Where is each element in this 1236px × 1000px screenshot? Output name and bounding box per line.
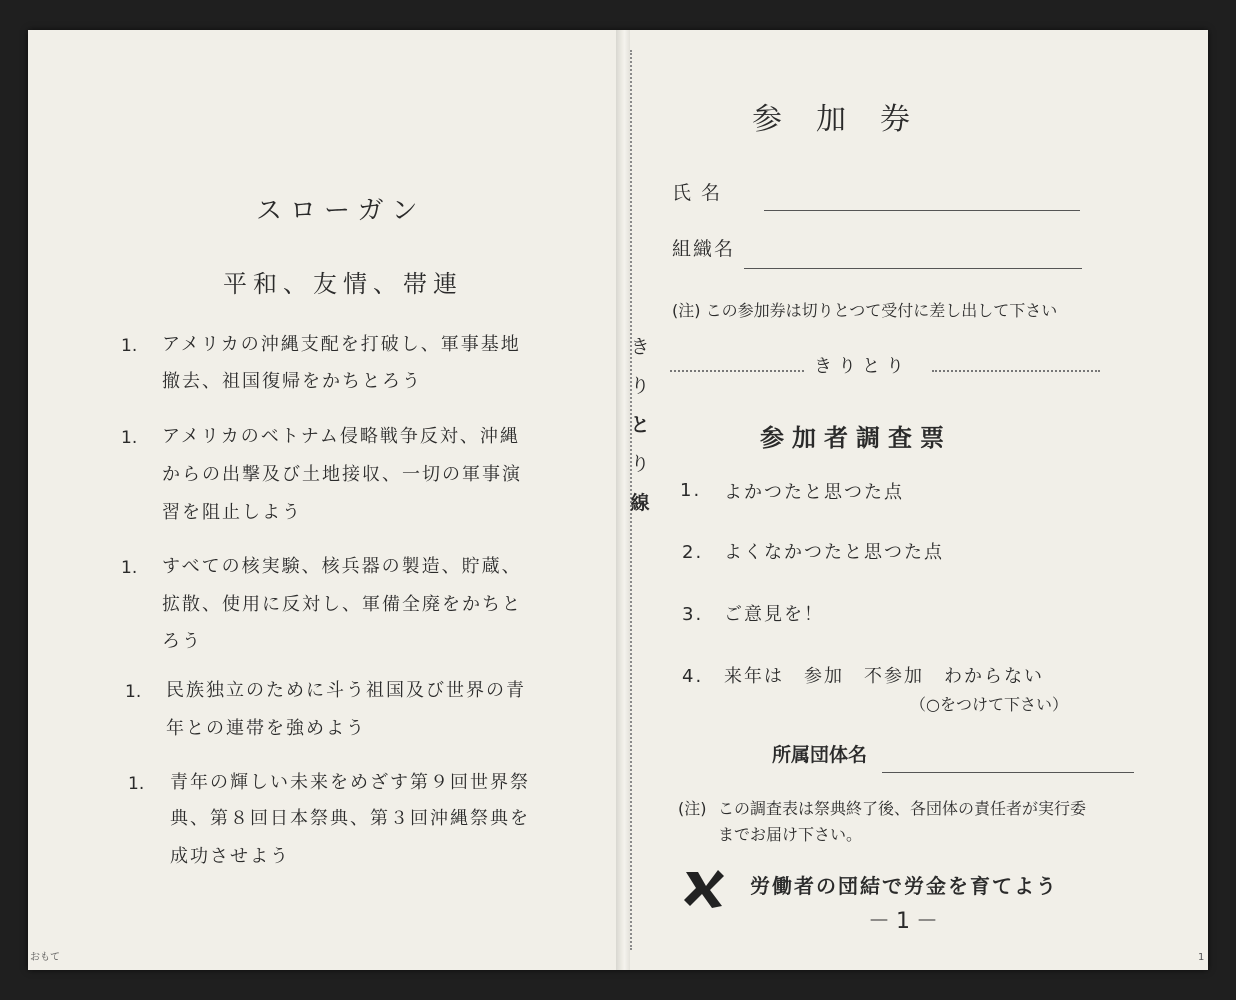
item-2-line-1: アメリカのベトナム侵略戦争反対、沖縄 [162,426,520,447]
item-5-line-1: 青年の輝しい未来をめざす第９回世界祭 [170,772,530,793]
group-name-field-line[interactable] [882,772,1134,773]
item-1-number: 1. [121,336,138,356]
cut-dots-right [932,370,1100,372]
question-4-hint: （○をつけて下さい） [910,695,1068,714]
item-1-line-2: 撤去、祖国復帰をかちとろう [162,371,422,392]
item-4-number: 1. [125,682,142,702]
slogan-title: スローガン [256,196,426,226]
name-field-line[interactable] [764,210,1080,211]
org-label: 組織名 [672,238,736,260]
org-field-line[interactable] [744,268,1082,269]
cut-dots-left [670,370,804,372]
item-5-number: 1. [128,774,145,794]
item-3-number: 1. [121,558,138,578]
cut-char-1: き [630,336,650,358]
cut-label: きりとり [814,356,910,377]
question-3-number: 3. [682,604,704,625]
question-1-number: 1. [680,480,702,501]
center-fold [616,30,630,970]
footer-slogan: 労働者の団結で労金を育てよう [750,874,1058,898]
survey-title: 参加者調査票 [760,424,952,452]
cut-line-vertical-label [629,328,651,523]
item-5-line-2: 典、第８回日本祭典、第３回沖縄祭典を [170,808,530,829]
question-2-number: 2. [682,542,704,563]
page-number: －1－ [868,909,944,934]
item-3-line-1: すべての核実験、核兵器の製造、貯蔵、 [162,556,522,577]
corner-note-omote: おもて [30,952,60,963]
question-4-text: 来年は 参加 不参加 わからない [724,666,1044,687]
question-3-text: ご意見を！ [724,604,824,625]
item-1-line-1: アメリカの沖縄支配を打破し、軍事基地 [162,334,521,355]
cut-char-4: り [630,453,650,475]
ticket-note: (注) この参加券は切りとつて受付に差し出して下さい [672,301,1058,320]
cut-char-2: り [630,375,650,397]
group-name-label: 所属団体名 [772,744,868,766]
item-3-line-2: 拡散、使用に反対し、軍備全廃をかちと [162,594,522,615]
item-3-line-3: ろう [162,631,202,652]
corner-mark: 1 [1198,952,1205,963]
ticket-title: 参加券 [752,102,944,137]
survey-note-line-1: この調査表は祭典終了後、各団体の責任者が実行委 [718,799,1087,818]
item-4-line-2: 年との連帯を強めよう [166,718,366,739]
survey-note-mark: (注) [678,799,707,818]
question-2-text: よくなかつたと思つた点 [724,542,944,563]
item-4-line-1: 民族独立のために斗う祖国及び世界の青 [166,680,526,701]
cut-char-5: 線 [630,492,650,514]
item-2-number: 1. [121,428,138,448]
name-label: 氏名 [672,182,731,204]
slogan-subtitle: 平和、友情、帯連 [223,270,463,298]
item-5-line-3: 成功させよう [170,846,290,867]
question-4-number: 4. [682,666,704,687]
pamphlet-sheet [28,30,1208,970]
cut-char-3: と [630,414,650,436]
labor-bank-logo-icon [682,866,726,910]
survey-note-line-2: までお届け下さい。 [718,825,863,844]
item-2-line-3: 習を阻止しよう [162,502,302,523]
question-1-text: よかつたと思つた点 [724,482,904,503]
item-2-line-2: からの出撃及び土地接収、一切の軍事演 [162,464,522,485]
